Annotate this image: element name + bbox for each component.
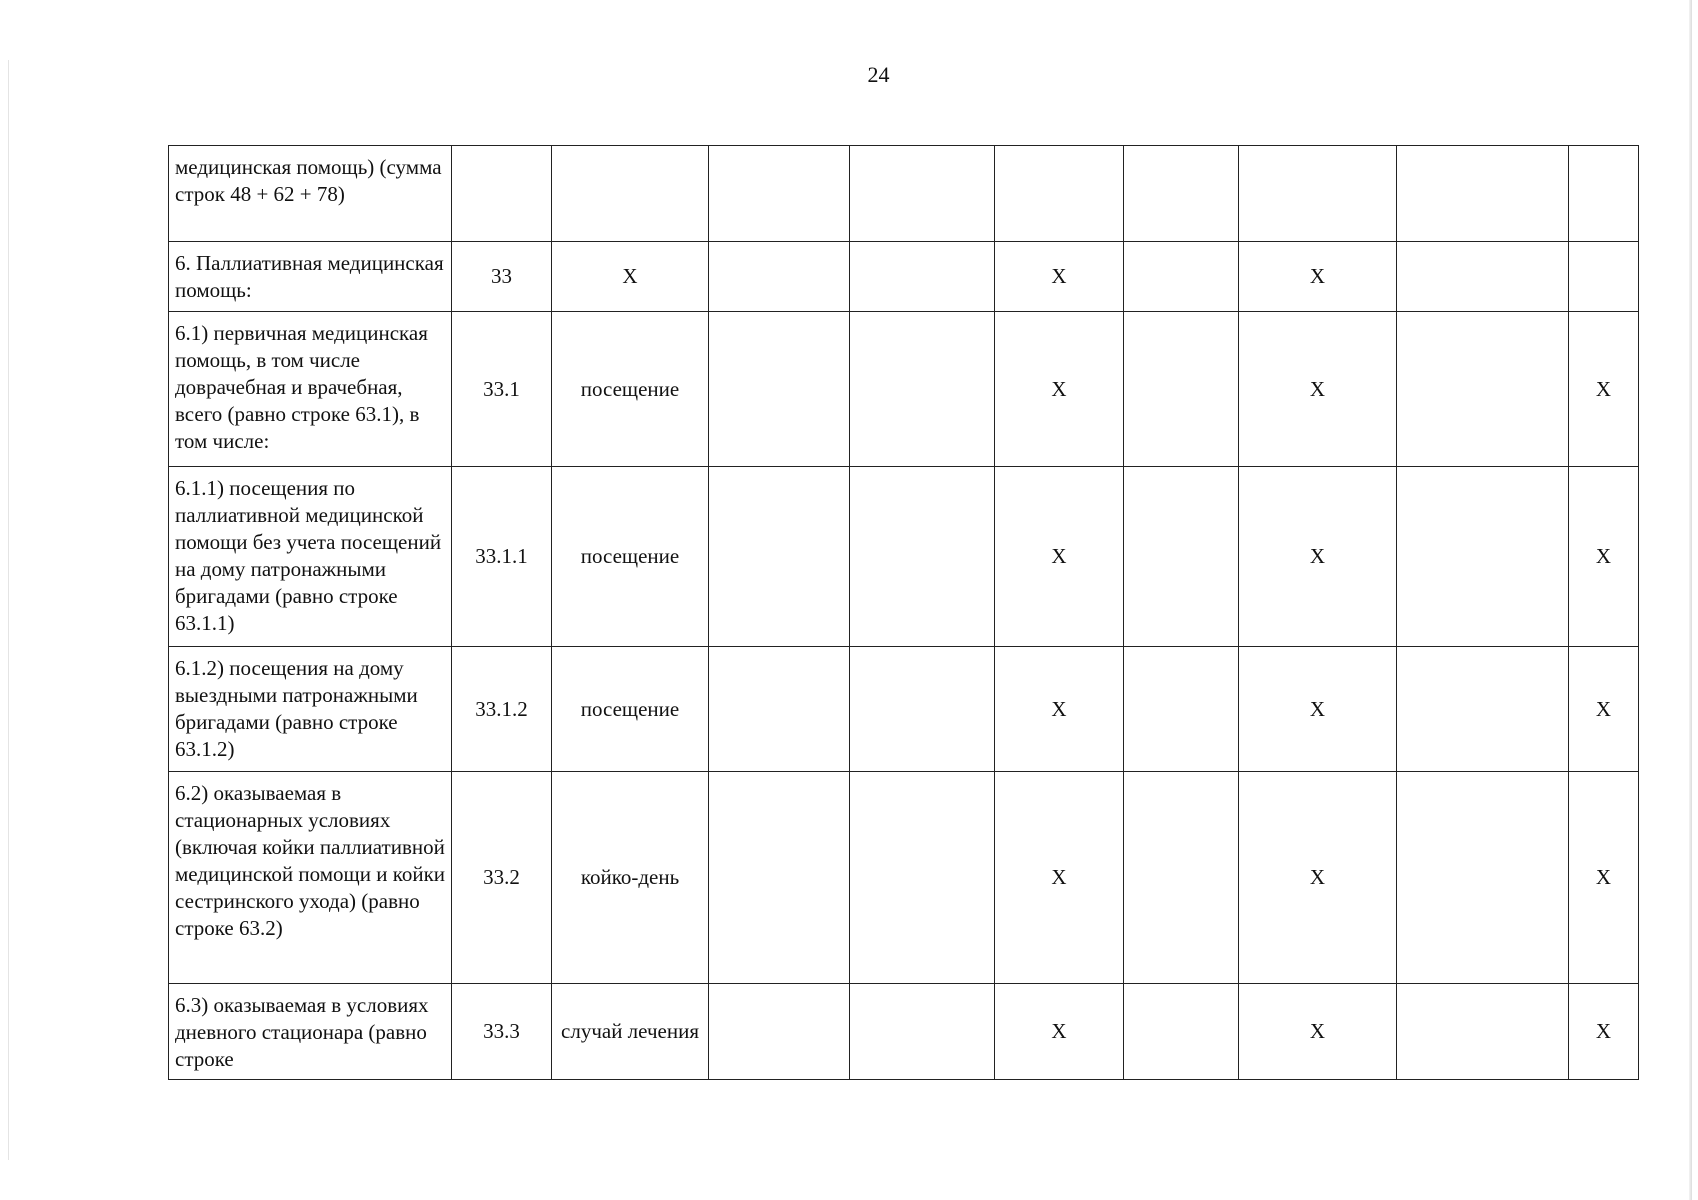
- row-unit-cell: случай лечения: [552, 984, 709, 1080]
- row-unit-cell: Х: [552, 242, 709, 312]
- table-row: [169, 984, 1639, 1080]
- value-cell: [850, 647, 995, 772]
- value-cell: [1239, 146, 1397, 242]
- row-code-cell: 33: [452, 242, 552, 312]
- row-unit-cell: [552, 146, 709, 242]
- value-cell: Х: [995, 467, 1124, 647]
- value-cell: [1569, 242, 1639, 312]
- value-cell: Х: [1569, 984, 1639, 1080]
- row-name-cell: медицинская помощь) (сумма строк 48 + 62 + 78): [169, 146, 452, 242]
- scan-edge-left: [8, 60, 9, 1160]
- value-cell: [1124, 242, 1239, 312]
- value-cell: [1397, 146, 1569, 242]
- value-cell: [1124, 146, 1239, 242]
- value-cell: [709, 312, 850, 467]
- page-number: 24: [867, 62, 890, 87]
- value-cell: [1124, 772, 1239, 984]
- table-row: [169, 467, 1639, 647]
- value-cell: [709, 467, 850, 647]
- data-table: [168, 145, 1639, 1080]
- row-code-cell: 33.3: [452, 984, 552, 1080]
- value-cell: Х: [1239, 467, 1397, 647]
- value-cell: [1397, 772, 1569, 984]
- row-unit-cell: посещение: [552, 647, 709, 772]
- value-cell: Х: [995, 984, 1124, 1080]
- value-cell: Х: [1569, 312, 1639, 467]
- table-row: [169, 312, 1639, 467]
- value-cell: Х: [1239, 242, 1397, 312]
- value-cell: Х: [1569, 772, 1639, 984]
- value-cell: [1569, 146, 1639, 242]
- row-name-cell: 6.2) оказываемая в стационарных условиях (включая койки паллиативной медицинской помощи и койки сестринского ухода) (равно строке 63.2): [169, 772, 452, 984]
- value-cell: Х: [995, 772, 1124, 984]
- value-cell: [1397, 984, 1569, 1080]
- value-cell: [709, 647, 850, 772]
- value-cell: [709, 772, 850, 984]
- row-unit-cell: посещение: [552, 467, 709, 647]
- row-code-cell: 33.1: [452, 312, 552, 467]
- value-cell: [850, 772, 995, 984]
- value-cell: Х: [1239, 984, 1397, 1080]
- value-cell: [850, 467, 995, 647]
- row-code-cell: 33.1.1: [452, 467, 552, 647]
- value-cell: Х: [1569, 647, 1639, 772]
- row-code-cell: [452, 146, 552, 242]
- row-name-cell: 6. Паллиативная медицинская помощь:: [169, 242, 452, 312]
- row-unit-cell: койко-день: [552, 772, 709, 984]
- value-cell: [709, 146, 850, 242]
- table-row: [169, 146, 1639, 242]
- value-cell: Х: [1239, 312, 1397, 467]
- value-cell: Х: [1239, 647, 1397, 772]
- value-cell: [850, 146, 995, 242]
- value-cell: [850, 984, 995, 1080]
- value-cell: [1397, 242, 1569, 312]
- table-row: [169, 772, 1639, 984]
- value-cell: [709, 984, 850, 1080]
- row-name-cell: 6.3) оказываемая в условиях дневного стационара (равно строке: [169, 984, 452, 1080]
- value-cell: Х: [995, 242, 1124, 312]
- value-cell: [850, 242, 995, 312]
- table-row: [169, 242, 1639, 312]
- value-cell: [1124, 984, 1239, 1080]
- value-cell: Х: [995, 312, 1124, 467]
- value-cell: Х: [1239, 772, 1397, 984]
- value-cell: Х: [995, 647, 1124, 772]
- row-name-cell: 6.1.2) посещения на дому выездными патронажными бригадами (равно строке 63.1.2): [169, 647, 452, 772]
- value-cell: [850, 312, 995, 467]
- value-cell: [1397, 312, 1569, 467]
- value-cell: [1124, 467, 1239, 647]
- value-cell: Х: [1569, 467, 1639, 647]
- scan-edge-right: [1689, 0, 1692, 1200]
- value-cell: [1124, 647, 1239, 772]
- table-row: [169, 647, 1639, 772]
- row-name-cell: 6.1.1) посещения по паллиативной медицинской помощи без учета посещений на дому патронажными бригадами (равно строке 63.1.1): [169, 467, 452, 647]
- value-cell: [1124, 312, 1239, 467]
- value-cell: [995, 146, 1124, 242]
- row-unit-cell: посещение: [552, 312, 709, 467]
- row-code-cell: 33.2: [452, 772, 552, 984]
- value-cell: [1397, 647, 1569, 772]
- value-cell: [709, 242, 850, 312]
- value-cell: [1397, 467, 1569, 647]
- row-name-cell: 6.1) первичная медицинская помощь, в том числе доврачебная и врачебная, всего (равно строке 63.1), в том числе:: [169, 312, 452, 467]
- row-code-cell: 33.1.2: [452, 647, 552, 772]
